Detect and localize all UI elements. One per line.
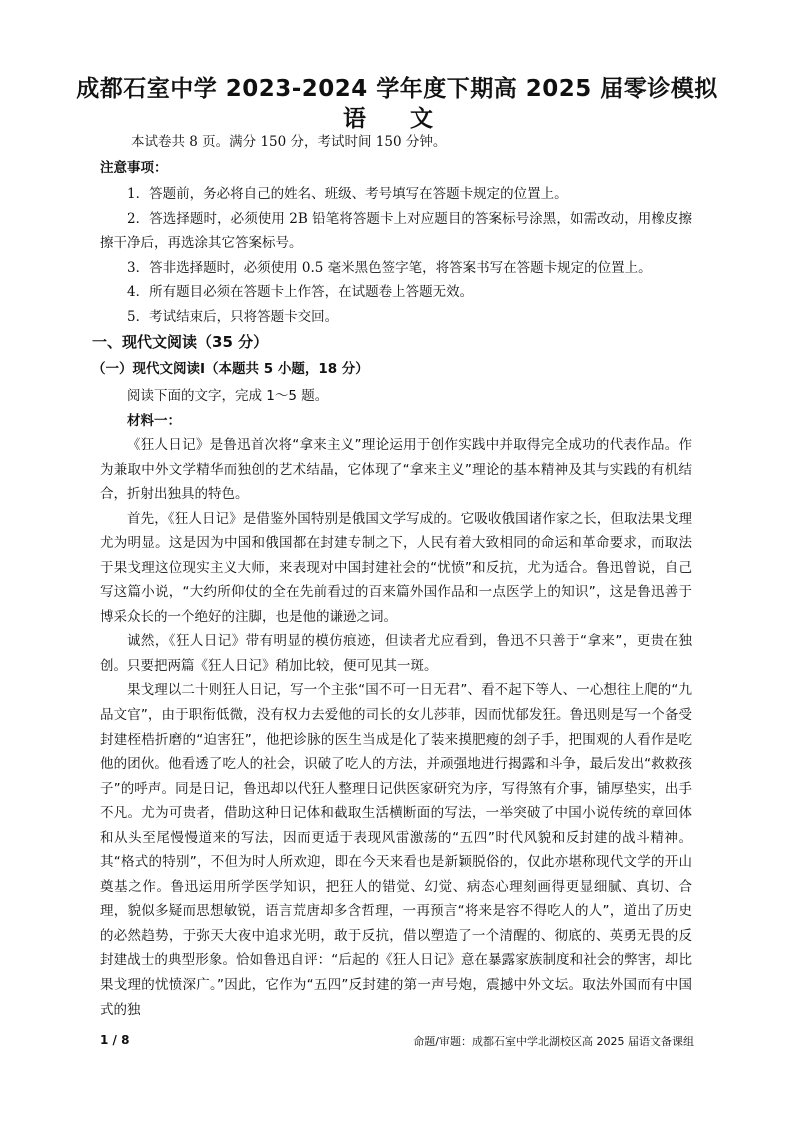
- notice-item: 5．考试结束后，只将答题卡交回。: [127, 308, 339, 325]
- notice-item: 4．所有题目必须在答题卡上作答，在试题卷上答题无效。: [127, 284, 474, 301]
- notice-item: 3．答非选择题时，必须使用 0.5 毫米黑色签字笔，将答案书写在答题卡规定的位置上。: [127, 259, 652, 276]
- exam-title: 成都石室中学 2023-2024 学年度下期高 2025 届零诊模拟: [76, 76, 718, 102]
- section-heading: 一、现代文阅读（35 分）: [92, 333, 269, 351]
- passage-paragraph: 果戈理以二十则狂人日记，写一个主张“国不可一日无君”、看不起下等人、一心想往上爬的“九品文官”，由于职衔低微，没有权力去爱他的司长的女儿莎菲，因而忧郁发狂。鲁迅则是写一个备受封建桎梏折磨的“迫害狂”，他把诊脉的医生当成是化了装来摸肥瘦的刽子手，把围观的人看作是吃他的团伙。他看透了吃人的社会，识破了吃人的方法，并顽强地进行揭露和斗争，最后发出“救救孩子”的呼声。同是日记，鲁迅却以代狂人整理日记供医家研究为序，写得煞有介事，铺厚垫实，出手不凡。尤为可贵者，借助这种日记体和截取生活横断面的写法，一举突破了中国小说传统的章回体和从头至尾慢慢道来的写法，因而更适于表现风雷激荡的“五四”时代风貌和反封建的战斗精神。其“格式的特别”，不但为时人所欢迎，即在今天来看也是新颖脱俗的，仅此亦堪称现代文学的开山奠基之作。鲁迅运用所学医学知识，把狂人的错觉、幻觉、病态心理刻画得更显细腻、真切、合理，貌似多疑而思想敏锐，语言荒唐却多含哲理，一再预言“将来是容不得吃人的人”，道出了历史的必然趋势，于弥天大夜中追求光明，敢于反抗，借以塑造了一个清醒的、彻底的、英勇无畏的反封建战士的典型形象。恰如鲁迅自评：“后起的《狂人日记》意在暴露家族制度和社会的弊害，却比果戈理的忧愤深广。”因此，它作为“五四”反封建的第一声号炮，震撼中外文坛。取法外国而有中国式的独: [100, 682, 692, 1018]
- passage-paragraph: 《狂人日记》是鲁迅首次将“拿来主义”理论运用于创作实践中并取得完全成功的代表作品。作为兼取中外文学精华而独创的艺术结晶，它体现了“拿来主义”理论的基本精神及其与实践的有机结合，折射出独具的特色。: [100, 437, 692, 503]
- passage-paragraph: 首先，《狂人日记》是借鉴外国特别是俄国文学写成的。它吸收俄国诸作家之长，但取法果戈理尤为明显。这是因为中国和俄国都在封建专制之下，人民有着大致相同的命运和革命要求，而取法于果戈理这位现实主义大师，来表现对中国封建社会的“忧愤”和反抗，尤为适合。鲁迅曾说，自己写这篇小说，“大约所仰仗的全在先前看过的百来篇外国作品和一点医学上的知识”，这是鲁迅善于博采众长的一个绝好的注脚，也是他的谦逊之词。: [100, 510, 692, 625]
- reading-passage: [100, 384, 692, 1022]
- footer-credit: 命题/审题：成都石室中学北湖校区高 2025 届语文备课组: [413, 1035, 694, 1048]
- subsection-heading: （一）现代文阅读Ⅰ（本题共 5 小题，18 分）: [92, 361, 369, 377]
- subject-title: 语 文: [342, 106, 451, 132]
- notice-list: [100, 182, 692, 330]
- notice-item: 1．答题前，务必将自己的姓名、班级、考号填写在答题卡规定的位置上。: [127, 186, 568, 202]
- passage-paragraph: 诚然，《狂人日记》带有明显的模仿痕迹，但读者尤应看到，鲁迅不只善于“拿来”，更贵在独创。只要把两篇《狂人日记》稍加比较，便可见其一斑。: [100, 633, 692, 674]
- material-label: 材料一：: [127, 412, 181, 429]
- reading-instruction: 阅读下面的文字，完成 1～5 题。: [127, 388, 329, 404]
- exam-intro: 本试卷共 8 页。满分 150 分，考试时间 150 分钟。: [131, 134, 447, 150]
- notice-item: 2．答选择题时，必须使用 2B 铅笔将答题卡上对应题目的答案标号涂黑，如需改动，用橡皮擦擦干净后，再选涂其它答案标号。: [100, 210, 692, 252]
- page-number: 1 / 8: [100, 1033, 130, 1047]
- notice-heading: 注意事项：: [100, 160, 168, 176]
